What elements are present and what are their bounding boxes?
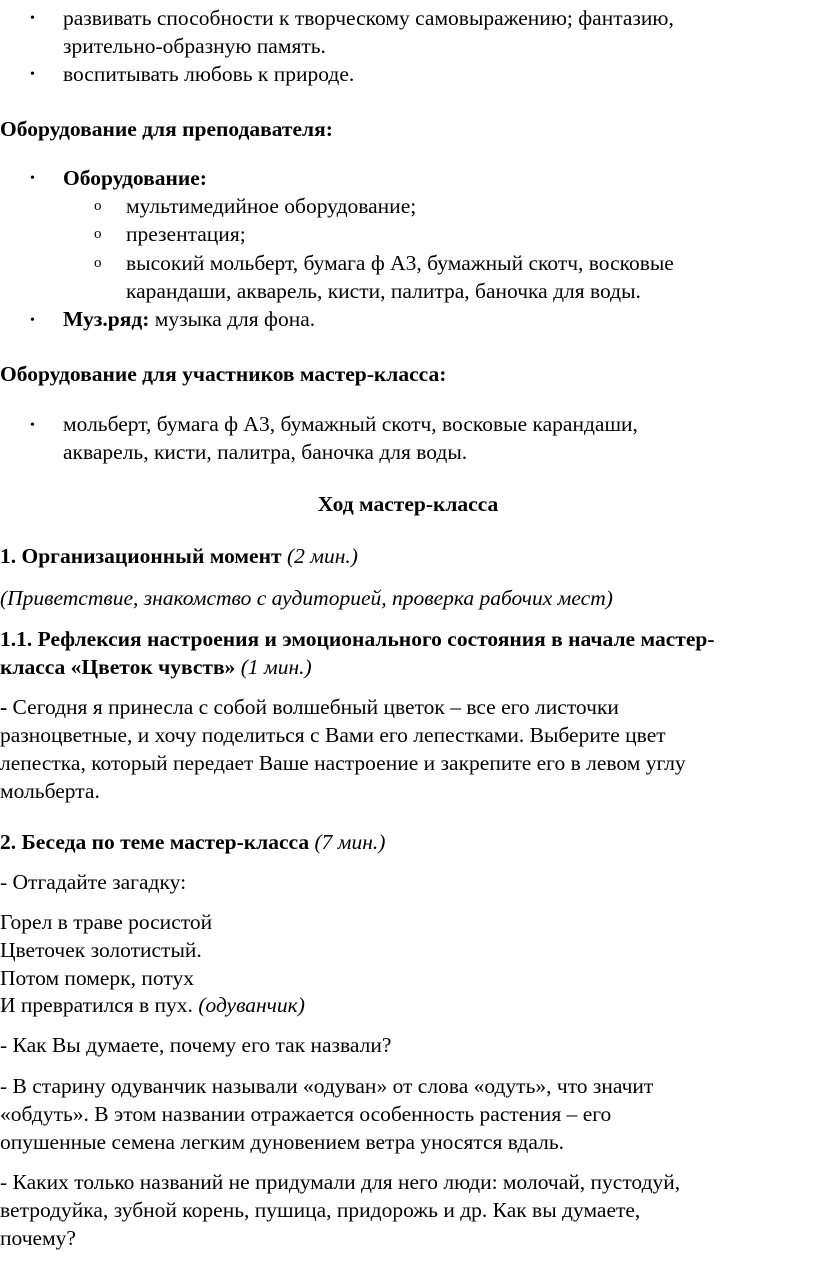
equipment-sub-item-3-line-1: высокий мольберт, бумага ф А3, бумажный скотч, восковые <box>126 251 674 275</box>
section-1-title: 1. Организационный момент <box>0 544 282 568</box>
sub-bullet-marker: o <box>94 226 102 242</box>
riddle-intro: - Отгадайте загадку: <box>0 870 187 894</box>
section-2-heading <box>0 828 385 856</box>
section-1-1-paragraph-line-2: разноцветные, и хочу поделиться с Вами его лепестками. Выберите цвет <box>0 723 666 747</box>
poem-line-4: И превратился в пух. (одуванчик) <box>0 993 305 1017</box>
course-title: Ход мастер-класса <box>317 492 499 516</box>
question-1: - Как Вы думаете, почему его так назвали? <box>0 1033 392 1057</box>
section-1-time: (2 мин.) <box>281 544 358 568</box>
music-item <box>63 305 315 333</box>
equipment-sub-item-3-line-2: карандаши, акварель, кисти, палитра, баночка для воды. <box>126 279 641 303</box>
paragraph-2-line-1: - В старину одуванчик называли «одуван» от слова «одуть», что значит <box>0 1074 654 1098</box>
section-1-1-paragraph-line-3: лепестка, который передает Ваше настроение и закрепите его в левом углу <box>0 751 686 775</box>
equipment-sub-item-1: мультимедийное оборудование; <box>126 194 417 218</box>
poem-line-3: Потом померк, потух <box>0 966 194 990</box>
sub-bullet-marker: o <box>94 198 102 214</box>
goal-item-1-line-2: зрительно-образную память. <box>63 34 326 58</box>
section-1-1-paragraph-line-1: - Сегодня я принесла с собой волшебный цветок – все его листочки <box>0 695 619 719</box>
section-1-1-time: (1 мин.) <box>235 655 312 679</box>
paragraph-3-line-2: ветродуйка, зубной корень, пушица, придорожь и др. Как вы думаете, <box>0 1198 641 1222</box>
participants-item-line-2: акварель, кисти, палитра, баночка для воды. <box>63 440 468 464</box>
goal-item-1-line-1: развивать способности к творческому самовыражению; фантазию, <box>63 6 674 30</box>
section-1-note: (Приветствие, знакомство с аудиторией, проверка рабочих мест) <box>0 586 613 610</box>
poem-line-2: Цветочек золотистый. <box>0 938 202 962</box>
section-2-title: 2. Беседа по теме мастер-класса <box>0 830 310 854</box>
poem-line-1: Горел в траве росистой <box>0 910 213 934</box>
bullet-marker: • <box>30 171 35 186</box>
bullet-marker: • <box>30 313 35 328</box>
paragraph-2-line-3: опушенные семена легким дуновением ветра уносятся вдаль. <box>0 1130 564 1154</box>
bullet-marker: • <box>30 67 35 82</box>
bullet-marker: • <box>30 418 35 433</box>
equipment-sub-item-2: презентация; <box>126 222 246 246</box>
participants-item-line-1: мольберт, бумага ф А3, бумажный скотч, восковые карандаши, <box>63 412 638 436</box>
bullet-marker: • <box>30 11 35 26</box>
music-text: музыка для фона. <box>149 307 316 331</box>
riddle-answer: (одуванчик) <box>192 993 305 1017</box>
paragraph-3-line-3: почему? <box>0 1226 76 1250</box>
paragraph-2-line-2: «обдуть». В этом названии отражается особенность растения – его <box>0 1102 612 1126</box>
section-1-1-title-line-2: класса «Цветок чувств» <box>0 655 236 679</box>
music-label: Муз.ряд: <box>63 307 150 331</box>
teacher-equipment-heading: Оборудование для преподавателя: <box>0 117 333 141</box>
section-1-1-title-line-1: 1.1. Рефлексия настроения и эмоционального состояния в начале мастер- <box>0 627 715 651</box>
participants-equipment-heading: Оборудование для участников мастер-класса: <box>0 362 447 386</box>
paragraph-3-line-1: - Каких только названий не придумали для него люди: молочай, пустодуй, <box>0 1170 681 1194</box>
sub-bullet-marker: o <box>94 255 102 271</box>
dash: - <box>0 695 8 719</box>
section-2-time: (7 мин.) <box>309 830 386 854</box>
section-1-1-heading-line-2 <box>0 653 312 681</box>
goal-item-2: воспитывать любовь к природе. <box>63 62 355 86</box>
section-1-1-paragraph-line-4: мольберта. <box>0 779 100 803</box>
equipment-label: Оборудование: <box>63 166 207 190</box>
section-1-heading <box>0 542 358 570</box>
